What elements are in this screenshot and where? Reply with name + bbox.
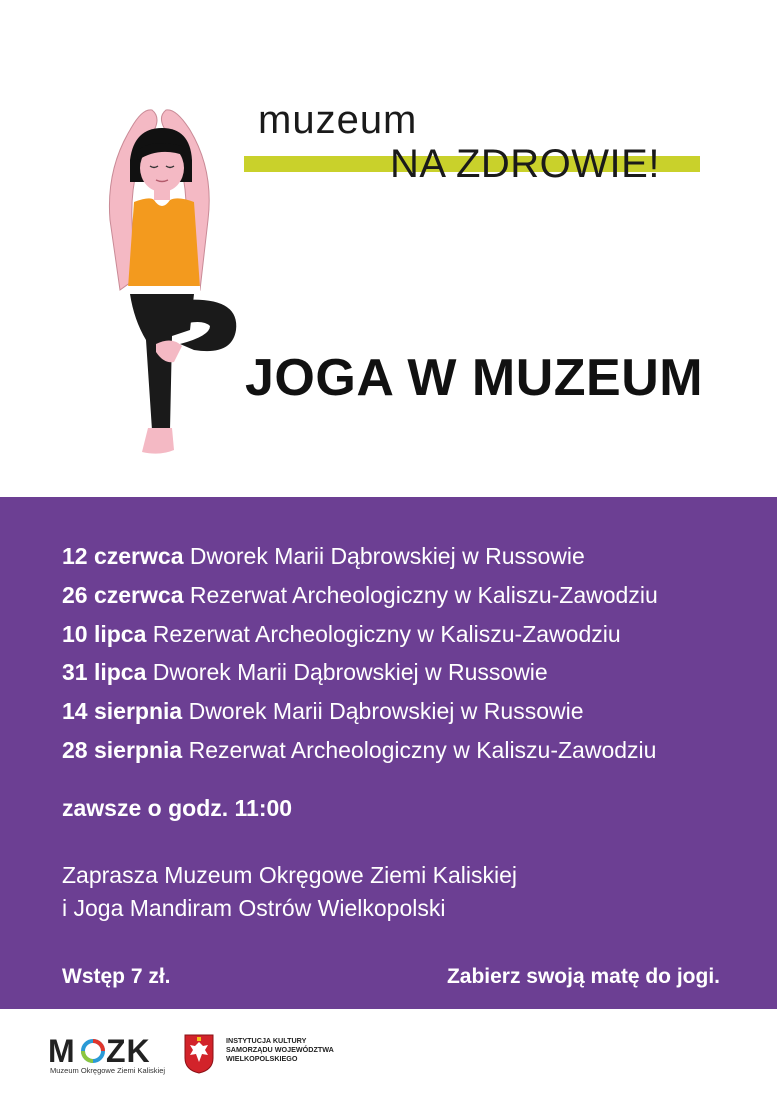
entry-fee: Wstęp 7 zł. [62, 965, 171, 988]
schedule-date: 26 czerwca [62, 581, 184, 608]
schedule-date: 31 lipca [62, 659, 147, 686]
invite-text [62, 859, 517, 925]
schedule-band [0, 497, 777, 1009]
schedule-item [62, 615, 658, 654]
time-note: zawsze o godz. 11:00 [62, 795, 293, 821]
schedule-item [62, 537, 658, 576]
yoga-figure-illustration [90, 100, 250, 460]
invite-line-2: i Joga Mandiram Ostrów Wielkopolski [62, 895, 446, 921]
schedule-item [62, 653, 658, 692]
schedule-date: 14 sierpnia [62, 698, 183, 725]
schedule-place: Dworek Marii Dąbrowskiej w Russowie [188, 698, 584, 725]
schedule-item [62, 692, 658, 731]
institution-line: WIELKOPOLSKIEGO [226, 1054, 298, 1063]
page-title: JOGA W MUZEUM [245, 349, 704, 407]
svg-text:ZK: ZK [106, 1033, 151, 1069]
brand-na-zdrowie: NA ZDROWIE! [390, 142, 660, 186]
schedule-date: 10 lipca [62, 620, 147, 647]
schedule-place: Dworek Marii Dąbrowskiej w Russowie [189, 543, 585, 569]
schedule-date: 12 czerwca [62, 543, 184, 569]
mozk-subtitle: Muzeum Okręgowe Ziemi Kaliskiej [50, 1066, 166, 1075]
schedule-place: Dworek Marii Dąbrowskiej w Russowie [152, 659, 548, 686]
institution-line: INSTYTUCJA KULTURY [226, 1036, 307, 1045]
invite-line-1: Zaprasza Muzeum Okręgowe Ziemi Kaliskiej [62, 862, 518, 888]
schedule-date: 28 sierpnia [62, 736, 183, 763]
schedule-place: Rezerwat Archeologiczny w Kaliszu-Zawodziu [152, 620, 621, 647]
institution-text [226, 1036, 334, 1063]
schedule-place: Rezerwat Archeologiczny w Kaliszu-Zawodziu [189, 581, 658, 608]
schedule-list [62, 537, 658, 770]
schedule-item [62, 731, 658, 770]
schedule-item [62, 576, 658, 615]
brand-muzeum: muzeum [258, 98, 418, 142]
schedule-place: Rezerwat Archeologiczny w Kaliszu-Zawodziu [188, 736, 657, 763]
coat-of-arms-icon [184, 1034, 214, 1074]
mat-note: Zabierz swoją matę do jogi. [446, 965, 720, 988]
svg-text:M: M [48, 1033, 76, 1069]
institution-line: SAMORZĄDU WOJEWÓDZTWA [226, 1045, 334, 1054]
